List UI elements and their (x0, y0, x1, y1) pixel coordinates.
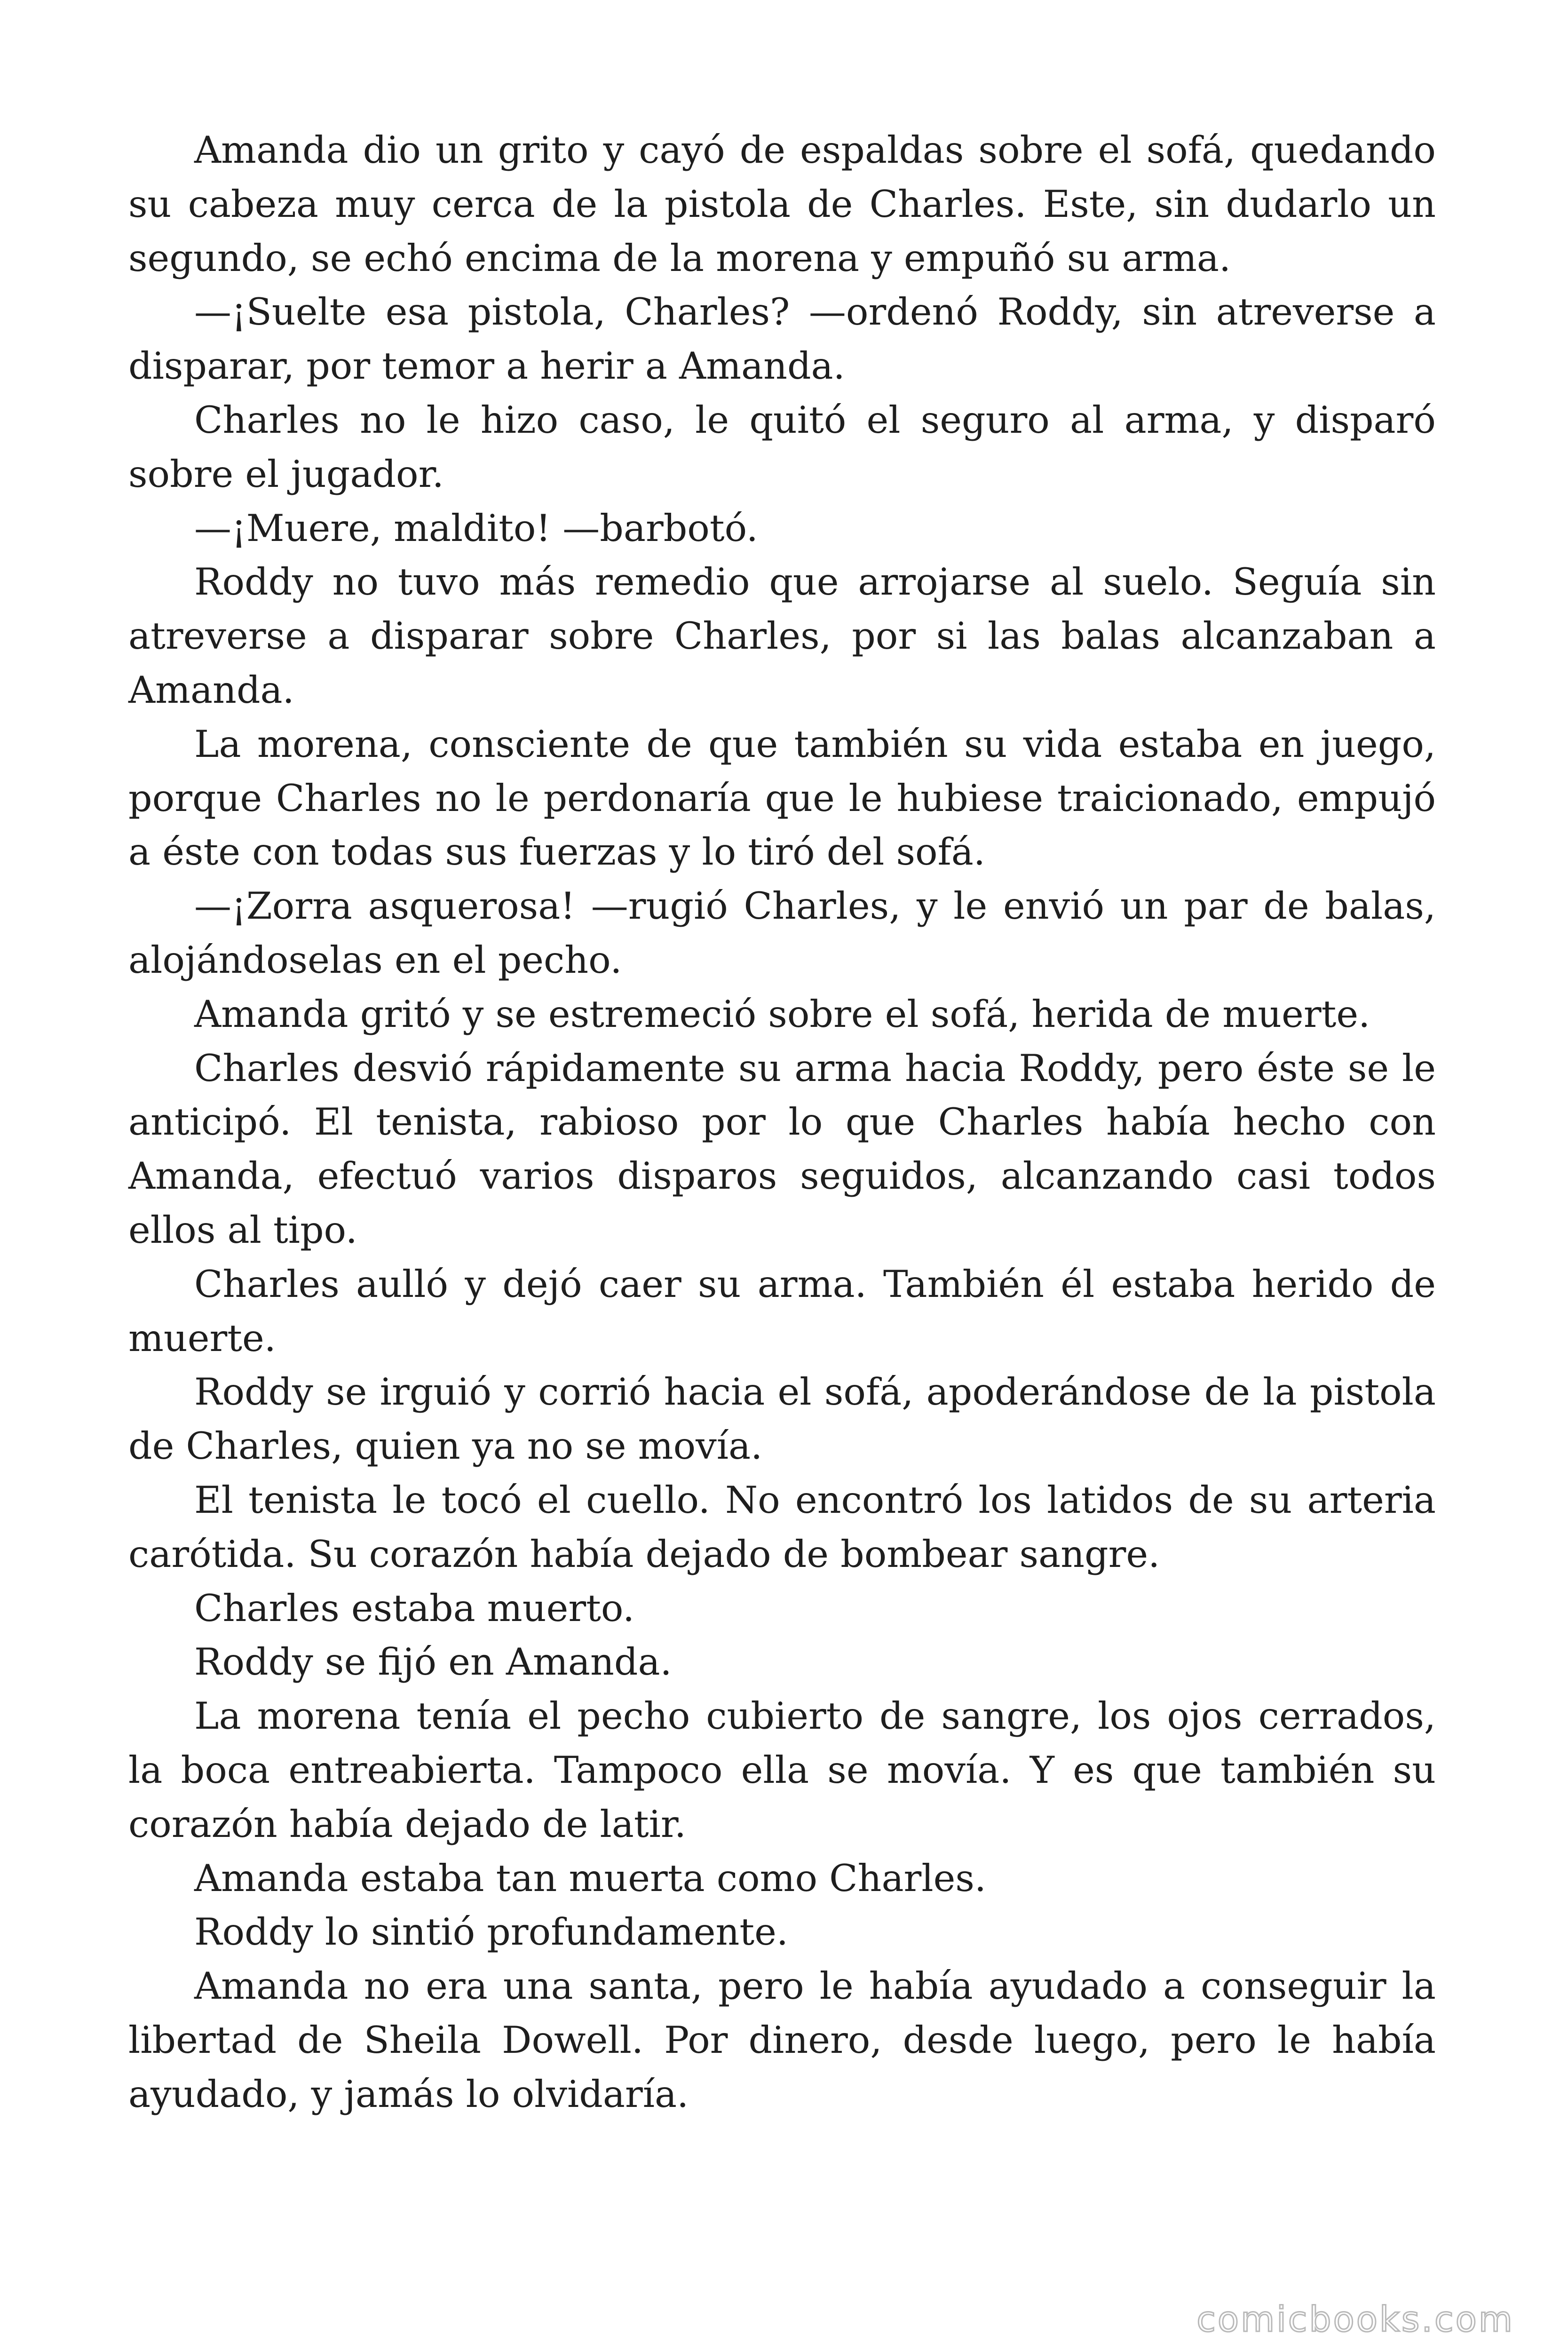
paragraph: Roddy no tuvo más remedio que arrojarse al suelo. Seguía sin atreverse a disparar sobre Charles, por si las balas alcanzaban a Amanda. (128, 560, 1436, 712)
paragraph: Charles no le hizo caso, le quitó el seguro al arma, y disparó sobre el jugador. (128, 398, 1436, 496)
body-text (128, 123, 1436, 2121)
paragraph: Roddy se irguió y corrió hacia el sofá, apoderándose de la pistola de Charles, quien ya no se movía. (128, 1370, 1436, 1468)
paragraph: Amanda gritó y se estremeció sobre el sofá, herida de muerte. (194, 992, 1370, 1036)
watermark: comicbooks.com (1196, 2299, 1514, 2340)
paragraph: Charles estaba muerto. (194, 1586, 635, 1630)
paragraph: El tenista le tocó el cuello. No encontró los latidos de su arteria carótida. Su corazón había dejado de bombear sangre. (128, 1478, 1436, 1576)
paragraph: —¡Muere, maldito! —barbotó. (194, 506, 758, 550)
paragraph: Charles desvió rápidamente su arma hacia Roddy, pero éste se le anticipó. El tenista, rabioso por lo que Charles había hecho con Amanda, efectuó varios disparos seguidos, alcanzando casi todos ellos al tipo. (128, 1046, 1436, 1252)
paragraph: La morena tenía el pecho cubierto de sangre, los ojos cerrados, la boca entreabierta. Tampoco ella se movía. Y es que también su corazón había dejado de latir. (128, 1694, 1436, 1846)
paragraph: Roddy se fijó en Amanda. (194, 1640, 672, 1684)
paragraph: —¡Zorra asquerosa! —rugió Charles, y le envió un par de balas, alojándoselas en el pecho. (128, 884, 1436, 982)
paragraph: —¡Suelte esa pistola, Charles? —ordenó Roddy, sin atreverse a disparar, por temor a herir a Amanda. (128, 290, 1436, 388)
paragraph: Amanda no era una santa, pero le había ayudado a conseguir la libertad de Sheila Dowell. Por dinero, desde luego, pero le había ayudado, y jamás lo olvidaría. (128, 1964, 1436, 2116)
paragraph: Amanda estaba tan muerta como Charles. (194, 1856, 986, 1900)
paragraph: La morena, consciente de que también su vida estaba en juego, porque Charles no le perdonaría que le hubiese traicionado, empujó a éste con todas sus fuerzas y lo tiró del sofá. (128, 722, 1436, 874)
paragraph: Roddy lo sintió profundamente. (194, 1910, 788, 1954)
paragraph: Charles aulló y dejó caer su arma. También él estaba herido de muerte. (128, 1262, 1436, 1360)
paragraph: Amanda dio un grito y cayó de espaldas sobre el sofá, quedando su cabeza muy cerca de la pistola de Charles. Este, sin dudarlo un segundo, se echó encima de la morena y empuñó su arma. (128, 128, 1436, 280)
